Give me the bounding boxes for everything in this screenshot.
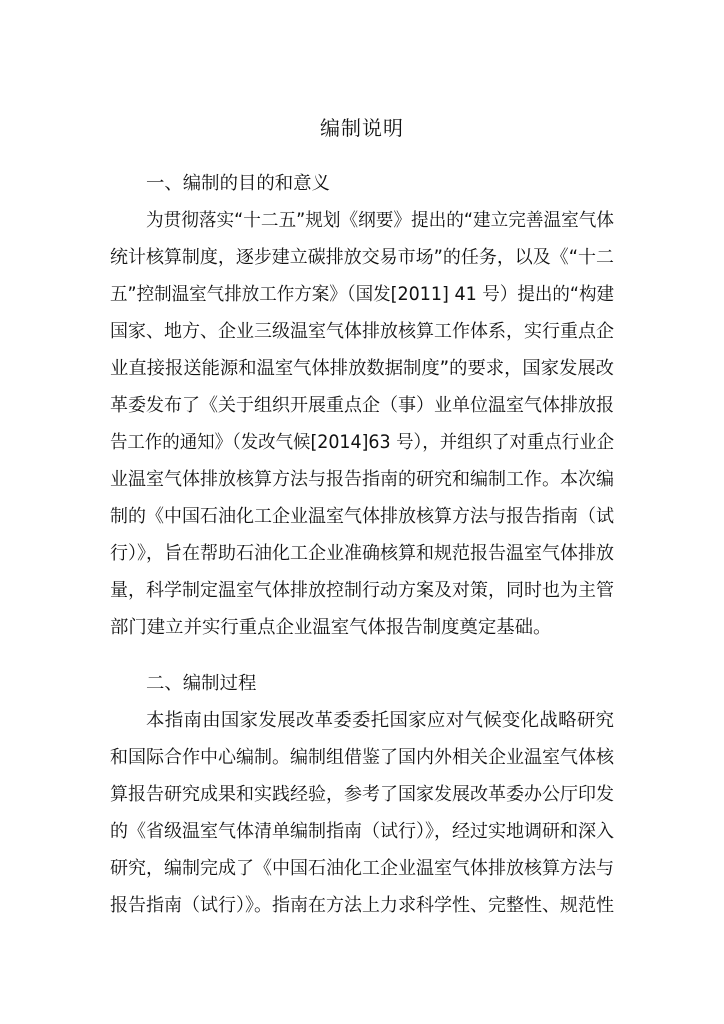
paragraph-line: 量，科学制定温室气体排放控制行动方案及对策，同时也为主管 <box>110 580 614 601</box>
paragraph-line: 研究，编制完成了《中国石油化工企业温室气体排放核算方法与 <box>110 858 614 879</box>
paragraph-line: 部门建立并实行重点企业温室气体报告制度奠定基础。 <box>110 617 552 638</box>
paragraph-line: 的《省级温室气体清单编制指南（试行）》，经过实地调研和深入 <box>110 821 615 842</box>
document-title: 编制说明 <box>320 116 404 140</box>
paragraph-line: 算报告研究成果和实践经验，参考了国家发展改革委办公厅印发 <box>110 784 614 805</box>
paragraph-line: 革委发布了《关于组织开展重点企（事）业单位温室气体排放报 <box>110 395 614 416</box>
paragraph-line: 行）》，旨在帮助石油化工企业准确核算和规范报告温室气体排放 <box>110 543 615 564</box>
paragraph-line: 告工作的通知》（发改气候[2014]63 号），并组织了对重点行业企 <box>110 432 615 453</box>
paragraph-line: 和国际合作中心编制。编制组借鉴了国内外相关企业温室气体核 <box>110 747 614 768</box>
paragraph-line: 为贯彻落实“十二五”规划《纲要》提出的“建立完善温室气体 <box>146 210 614 231</box>
section-heading-purpose: 一、编制的目的和意义 <box>146 173 330 194</box>
paragraph-line: 统计核算制度，逐步建立碳排放交易市场”的任务，以及《“十二 <box>110 247 615 268</box>
paragraph-line: 业直接报送能源和温室气体排放数据制度”的要求，国家发展改 <box>110 358 615 379</box>
paragraph-line: 制的《中国石油化工企业温室气体排放核算方法与报告指南（试 <box>110 506 614 527</box>
paragraph-line: 五”控制温室气排放工作方案》（国发[2011] 41 号）提出的“构建 <box>110 284 615 305</box>
paragraph-line: 报告指南（试行）》。指南在方法上力求科学性、完整性、规范性 <box>110 895 615 916</box>
section-heading-process: 二、编制过程 <box>146 673 257 694</box>
paragraph-line: 本指南由国家发展改革委委托国家应对气候变化战略研究 <box>146 710 615 731</box>
paragraph-line: 国家、地方、企业三级温室气体排放核算工作体系，实行重点企 <box>110 321 614 342</box>
paragraph-line: 业温室气体排放核算方法与报告指南的研究和编制工作。本次编 <box>110 469 614 490</box>
